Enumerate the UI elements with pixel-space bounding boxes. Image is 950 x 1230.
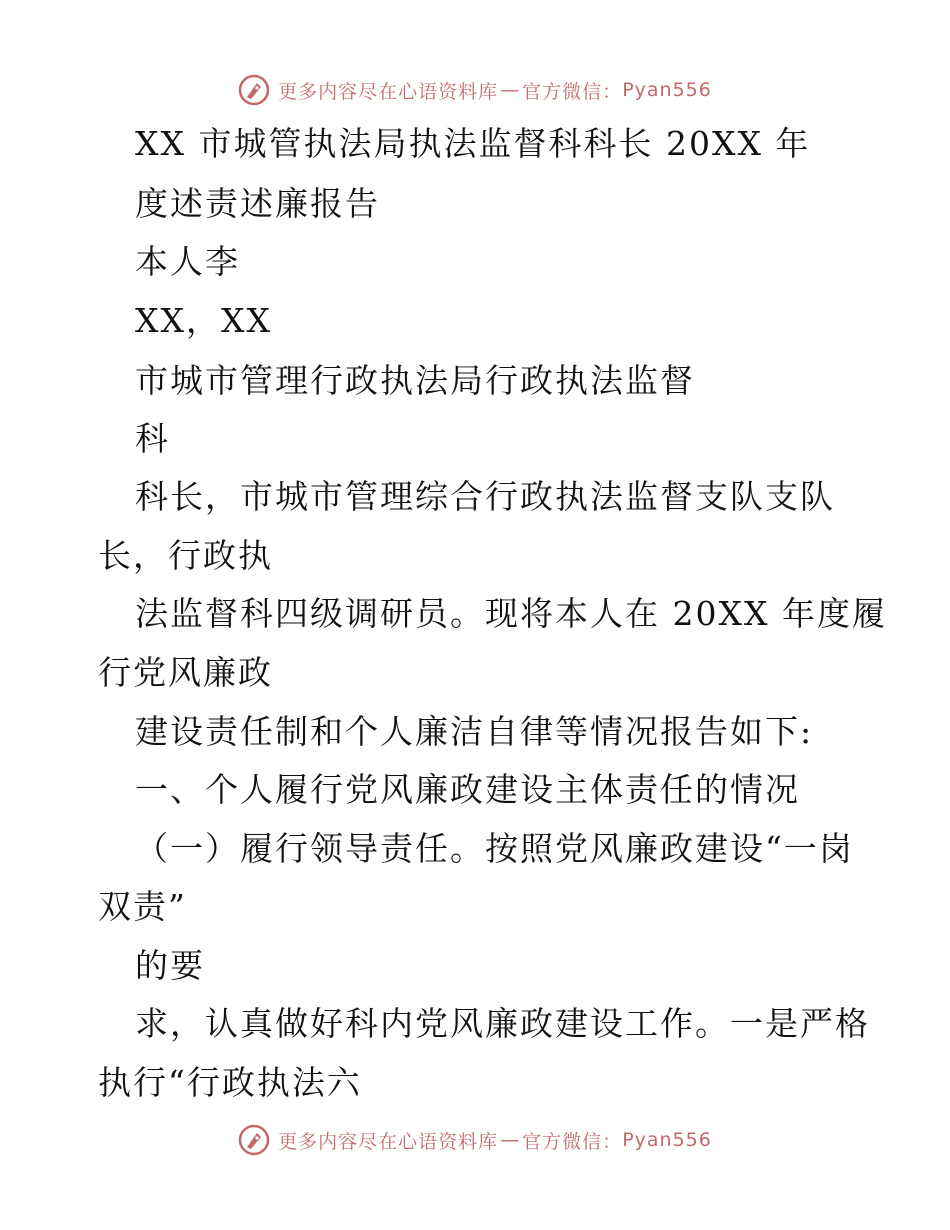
- watermark-promo-text: 更多内容尽在心语资料库: [278, 80, 499, 103]
- watermark-wechat-label: 官方微信：: [522, 80, 623, 103]
- paragraph-line: 建设责任制和个人廉洁自律等情况报告如下:: [135, 712, 814, 751]
- paragraph-line: 长，行政执: [98, 536, 273, 575]
- pen-nib-logo-icon: [238, 74, 270, 106]
- watermark-promo-text: 更多内容尽在心语资料库: [278, 1130, 499, 1153]
- paragraph-line: 的要: [135, 946, 205, 985]
- paragraph-line: 法监督科四级调研员。现将本人在 20XX 年度履: [135, 594, 887, 633]
- section-heading: 一、个人履行党风廉政建设主体责任的情况: [135, 770, 800, 809]
- watermark-banner-bottom: [0, 1120, 950, 1160]
- paragraph-line: 本人李: [135, 242, 240, 281]
- watermark-wechat-handle: Pyan556: [622, 79, 712, 101]
- paragraph-line: 执行“行政执法六: [98, 1063, 362, 1102]
- paragraph-line: 科: [135, 419, 170, 458]
- title-line-1: XX 市城管执法局执法监督科科长 20XX 年: [135, 124, 811, 163]
- paragraph-line: 科长，市城市管理综合行政执法监督支队支队: [135, 477, 835, 516]
- paragraph-line: 求，认真做好科内党风廉政建设工作。一是严格: [135, 1004, 870, 1043]
- watermark-separator: —: [500, 79, 521, 101]
- watermark-wechat-label: 官方微信：: [522, 1130, 623, 1153]
- title-line-2: 度述责述廉报告: [135, 184, 380, 223]
- paragraph-line: 双责”: [98, 887, 187, 926]
- watermark-banner-top: [0, 70, 950, 110]
- paragraph-line: 市城市管理行政执法局行政执法监督: [135, 361, 695, 400]
- paragraph-line: XX，XX: [135, 301, 272, 340]
- paragraph-line: 行党风廉政: [98, 653, 273, 692]
- watermark-wechat-handle: Pyan556: [622, 1129, 712, 1151]
- watermark-separator: —: [500, 1129, 521, 1151]
- paragraph-line: （一）履行领导责任。按照党风廉政建设“一岗: [135, 829, 854, 868]
- pen-nib-logo-icon: [238, 1124, 270, 1156]
